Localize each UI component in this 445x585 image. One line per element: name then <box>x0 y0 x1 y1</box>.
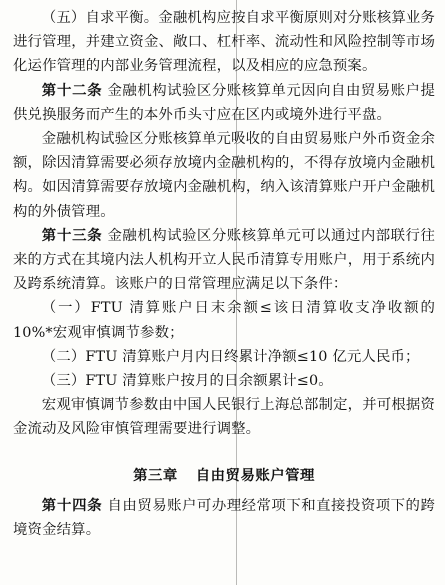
paragraph-foreign-currency-balance: 金融机构试验区分账核算单元吸收的自由贸易账户外币资金余额，除因清算需要必须存放境内金融机构的，不得存放境内金融机构。如因清算需要存放境内金融机构，纳入该清算账户开户金融机构的外债管理。 <box>13 131 435 220</box>
chapter-heading <box>13 464 435 488</box>
paragraph-self-balance: （五）自求平衡。金融机构应按自求平衡原则对分账核算业务进行管理，并建立资金、敞口、杠杆率、流动性和风险控制等市场化运作管理的内部业务管理流程，以及相应的应急预案。 <box>13 10 435 75</box>
article-13 <box>13 224 435 297</box>
condition-1: （一）FTU 清算账户日末余额≤该日清算收支净收额的 10%*宏观审慎调节参数； <box>13 300 435 341</box>
condition-3: （三）FTU 清算账户按月的日余额累计≤0。 <box>41 373 333 390</box>
article-13-text: 金融机构试验区分账核算单元可以通过内部联行往来的方式在其境内法人机构开立人民币清算专用账户，用于系统内及跨系统清算。该账户的日常管理应满足以下条件： <box>13 227 436 293</box>
article-12-text: 金融机构试验区分账核算单元因向自由贸易账户提供兑换服务而产生的本外币头寸应在区内或境外进行平盘。 <box>13 82 436 123</box>
chapter-title: 自由贸易账户管理 <box>195 467 315 484</box>
article-12 <box>13 79 435 127</box>
paragraph-macro-prudential: 宏观审慎调节参数由中国人民银行上海总部制定，并可根据资金流动及风险审慎管理需要进行调整。 <box>13 397 435 438</box>
article-14-heading: 第十四条 <box>41 497 103 514</box>
article-12-heading: 第十二条 <box>41 82 103 99</box>
document-body <box>13 6 435 542</box>
article-14 <box>13 494 435 542</box>
article-13-heading: 第十三条 <box>41 227 103 244</box>
article-14-text: 自由贸易账户可办理经常项下和直接投资项下的跨境资金结算。 <box>13 497 436 538</box>
condition-2: （二）FTU 清算账户月内日终累计净额≤10 亿元人民币； <box>41 348 420 365</box>
chapter-number: 第三章 <box>133 467 178 484</box>
